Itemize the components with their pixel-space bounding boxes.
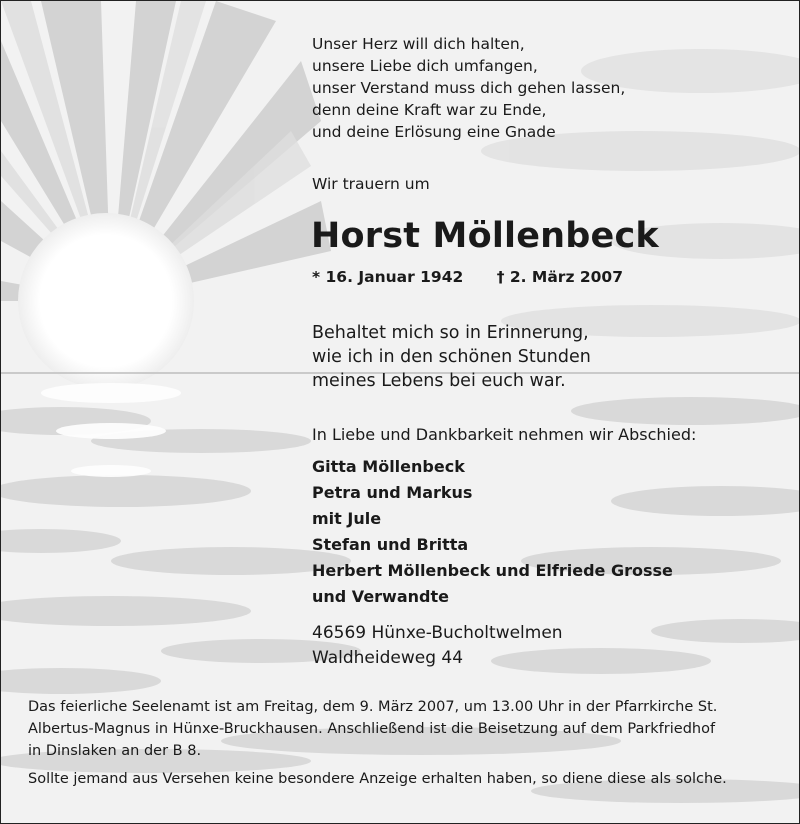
poem-bottom-line: Behaltet mich so in Erinnerung,: [312, 323, 589, 343]
mourner: Petra und Markus: [312, 483, 473, 502]
service-line: Albertus-Magnus in Hünxe-Bruckhausen. Anschließend ist die Beisetzung auf dem Parkfriedhof: [28, 721, 716, 737]
poem-top-line: unser Verstand muss dich gehen lassen,: [312, 79, 626, 97]
notice-remark: Sollte jemand aus Versehen keine besondere Anzeige erhalten haben, so diene diese als solche.: [28, 771, 727, 787]
mourners-list: [312, 454, 673, 610]
farewell-line: In Liebe und Dankbarkeit nehmen wir Abschied:: [312, 425, 697, 444]
mourner: und Verwandte: [312, 587, 449, 606]
family-address: [312, 621, 563, 671]
address-line: 46569 Hünxe-Bucholtwelmen: [312, 623, 563, 643]
address-line: Waldheideweg 44: [312, 648, 464, 668]
poem-top-line: Unser Herz will dich halten,: [312, 35, 525, 53]
poem-top-line: und deine Erlösung eine Gnade: [312, 123, 556, 141]
mourning-intro: Wir trauern um: [312, 175, 430, 193]
poem-bottom-line: meines Lebens bei euch war.: [312, 371, 566, 391]
mourner: Gitta Möllenbeck: [312, 457, 465, 476]
poem-top: [312, 33, 625, 143]
poem-top-line: denn deine Kraft war zu Ende,: [312, 101, 547, 119]
funeral-service-info: [28, 696, 788, 762]
mourner: mit Jule: [312, 509, 382, 528]
life-dates: [312, 268, 623, 286]
death-date: † 2. März 2007: [496, 268, 624, 286]
poem-bottom-line: wie ich in den schönen Stunden: [312, 347, 591, 367]
birth-date: * 16. Januar 1942: [312, 268, 464, 286]
mourner: Stefan und Britta: [312, 535, 469, 554]
mourner: Herbert Möllenbeck und Elfriede Grosse: [312, 561, 673, 580]
service-line: in Dinslaken an der B 8.: [28, 743, 202, 759]
service-line: Das feierliche Seelenamt ist am Freitag, dem 9. März 2007, um 13.00 Uhr in der Pfarrkirche St.: [28, 699, 718, 715]
poem-bottom: [312, 321, 591, 393]
deceased-name: Horst Möllenbeck: [311, 216, 659, 256]
poem-top-line: unsere Liebe dich umfangen,: [312, 57, 538, 75]
